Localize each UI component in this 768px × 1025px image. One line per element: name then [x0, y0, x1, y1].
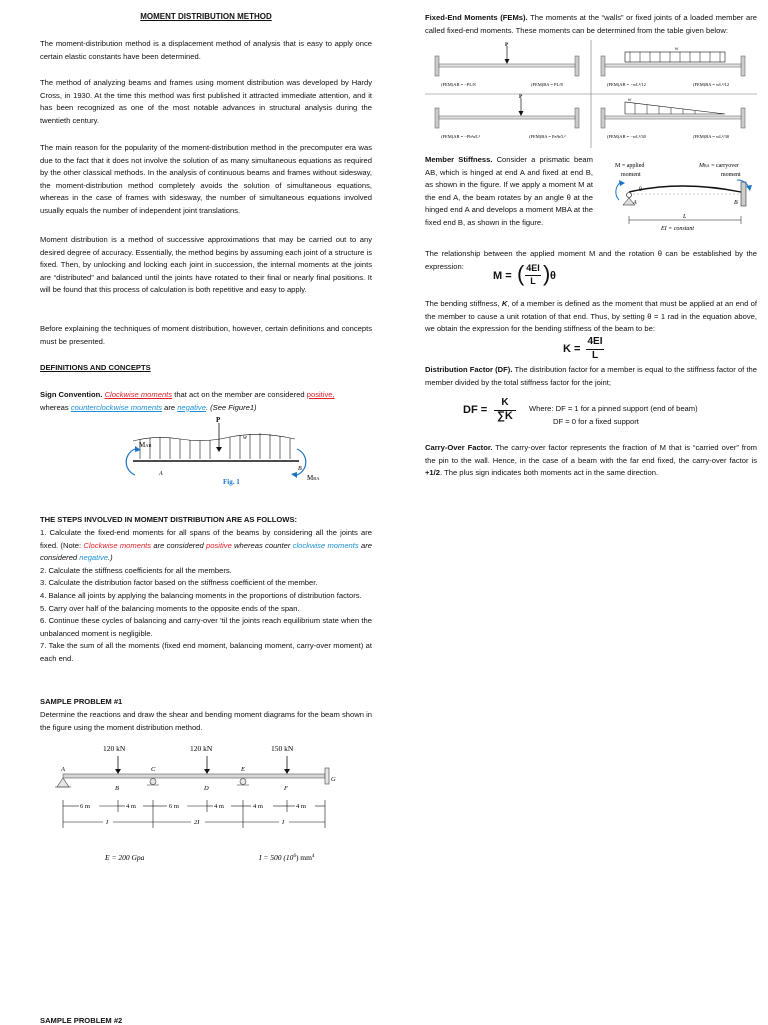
svg-text:(FEM)BA = wL²/30: (FEM)BA = wL²/30	[693, 134, 730, 139]
dimension-label: 6 m	[169, 803, 179, 810]
load-arrows	[118, 756, 287, 772]
page-title: MOMENT DISTRIBUTION METHOD	[140, 12, 272, 21]
moment-ba-arrowhead	[291, 472, 297, 478]
steps-heading: THE STEPS INVOLVED IN MOMENT DISTRIBUTION ARE AS FOLLOWS:	[40, 515, 298, 524]
moment-equation	[493, 262, 563, 292]
point-label: D	[204, 785, 209, 792]
svg-text:P: P	[519, 94, 523, 100]
definitions-heading: DEFINITIONS AND CONCEPTS	[40, 363, 151, 372]
fem-case-eccentric-load	[435, 94, 579, 139]
dimension-label: 4 m	[253, 803, 263, 810]
carryover-moment-label: moment	[721, 172, 741, 178]
svg-text:(FEM)BA = PL/8: (FEM)BA = PL/8	[531, 82, 563, 87]
step-negative-word: negative	[79, 553, 108, 563]
point-b-label: B	[298, 466, 302, 472]
point-label: F	[284, 785, 288, 792]
step-cw-word: Clockwise moments	[83, 540, 152, 550]
df-where-2: DF = 0 for a fixed support	[553, 417, 639, 426]
svg-text:w: w	[675, 47, 679, 52]
step-text: 1. Calculate the fixed-end moments for all spans of the beams by considering all the joints are fixed. (Note:	[40, 528, 372, 550]
step-6: 6. Continue these cycles of balancing and carry-over ‘til the joints reach equilibrium state when the unbalanced moment is negligible.	[40, 616, 372, 638]
carryover-moment-label: MBA = carryover	[699, 163, 739, 169]
load-label: 120 kN	[190, 744, 213, 753]
point-b-label: B	[734, 200, 738, 206]
ground-lines	[55, 785, 249, 787]
step-text: whereas counter	[231, 540, 293, 550]
svg-text:(FEM)AB = −wL²/12: (FEM)AB = −wL²/12	[607, 82, 646, 87]
point-label: E	[241, 766, 245, 773]
step-text: .)	[107, 553, 113, 563]
length-label: L	[683, 214, 687, 220]
sign-text: . (See Figure1)	[205, 402, 257, 412]
step-text: are considered	[40, 540, 372, 563]
df-label: Distribution Factor (DF).	[425, 365, 513, 374]
equation-theta: θ	[550, 270, 556, 282]
right-column	[425, 0, 757, 1024]
applied-moment-label: moment	[621, 172, 641, 178]
svg-text:w: w	[628, 98, 632, 103]
step-ccw-word: clockwise moments	[292, 540, 359, 550]
step-text: are considered	[151, 540, 207, 550]
point-label: G	[331, 776, 336, 783]
equation-lhs: M =	[493, 270, 512, 282]
deflected-beam	[629, 186, 741, 192]
span-label: I	[282, 819, 285, 826]
equation-denominator: L	[530, 276, 536, 286]
svg-text:(FEM)AB = −PL/8: (FEM)AB = −PL/8	[441, 82, 476, 87]
member-stiffness-label: Member Stiffness.	[425, 155, 493, 164]
point-a-label: A	[633, 200, 637, 206]
modulus-label: E = 200 Gpa	[105, 853, 145, 862]
fem-case-center-load	[435, 42, 579, 87]
point-label: B	[115, 785, 119, 792]
mba-label: MBA	[307, 474, 320, 482]
applied-moment-label: M = applied	[615, 163, 645, 169]
relationship-paragraph: The relationship between the applied moment M and the rotation θ can be established by the expression:	[425, 249, 757, 271]
sign-text: whereas	[40, 402, 71, 412]
mab-label: MAB	[139, 441, 152, 449]
approximation-paragraph: Moment distribution is a method of successive approximations that may be carried out to any desired degree of accuracy. Essentially, the method begins by assuming each joint of a structure is fixed. Then, by unlocking and locking each joint in succession, the internal moments at the joints are “distributed” and balanced until the joints have rotated to their final or nearly final positions. It will be found that this process of calculation is both repetitive and easy to apply.	[40, 235, 372, 295]
step-5: 5. Carry over half of the balancing moments to the opposite ends of the span.	[40, 603, 300, 613]
span-label: I	[106, 819, 109, 826]
svg-text:(FEM)AB = −wL²/30: (FEM)AB = −wL²/30	[607, 134, 646, 139]
equation-numerator: K	[501, 397, 509, 408]
carry-over-paragraph	[425, 442, 757, 480]
sample-problem-2-heading: SAMPLE PROBLEM #2	[40, 1016, 123, 1025]
figure-1-caption: Fig. 1	[223, 478, 240, 486]
pin-support	[627, 193, 632, 198]
continuous-beam-diagram	[55, 738, 355, 870]
dimension-label: 4 m	[126, 803, 136, 810]
step-7: 7. Take the sum of all the moments (fixed end moment, balancing moment, carry-over moment) at each end.	[40, 641, 372, 663]
sign-text: are	[162, 402, 178, 412]
before-paragraph: Before explaining the techniques of moment distribution, however, certain definitions and concepts must be presented.	[40, 324, 372, 346]
fem-case-triangular-load	[601, 98, 745, 139]
distributed-load-arrows	[140, 433, 290, 459]
equation-lhs: K =	[563, 343, 581, 355]
figure-1-diagram	[95, 413, 335, 493]
df-text: The distribution factor for a member is equal to the stiffness factor of the member divided by the total stiffness factor for the joint;	[425, 365, 758, 387]
step-4: 4. Balance all joints by applying the balancing moments in the proportions of distribution factors.	[40, 590, 362, 600]
fem-case-uniform-load	[601, 47, 745, 87]
carry-over-value: +1/2	[425, 468, 440, 478]
member-stiffness-diagram	[601, 158, 757, 238]
positive-word: positive,	[306, 390, 335, 399]
point-label: A	[61, 766, 65, 773]
k-symbol: K	[501, 299, 508, 308]
negative-word: negative	[177, 402, 206, 412]
bending-text: The bending stiffness,	[425, 299, 502, 308]
equation-numerator: 4EI	[526, 263, 540, 273]
equation-numerator: 4EI	[587, 336, 603, 347]
carryover-moment-arrowhead	[746, 185, 752, 191]
sign-convention-paragraph	[40, 389, 335, 414]
svg-text:(FEM)AB = −Pb²a/L²: (FEM)AB = −Pb²a/L²	[441, 134, 481, 139]
sign-convention-label: Sign Convention.	[40, 390, 103, 399]
dimension-label: 4 m	[214, 803, 224, 810]
left-column	[40, 0, 372, 1024]
point-load-arrowhead	[216, 447, 222, 452]
svg-text:(FEM)BA = wL²/12: (FEM)BA = wL²/12	[693, 82, 730, 87]
point-a-label: A	[159, 471, 163, 477]
fem-table	[425, 40, 757, 148]
step-3: 3. Calculate the distribution factor based on the stiffness coefficient of the member.	[40, 578, 318, 588]
fem-label: Fixed-End Moments (FEMs).	[425, 13, 528, 22]
equation-left-paren: (	[517, 261, 525, 286]
sample-problem-1-heading: SAMPLE PROBLEM #1	[40, 697, 123, 706]
load-arrowheads	[115, 769, 290, 774]
applied-moment-arrowhead	[619, 180, 625, 186]
sample-problem-1-text: Determine the reactions and draw the shear and bending moment diagrams for the beam shown in the figure using the moment distribution method.	[40, 710, 372, 732]
equation-lhs: DF =	[463, 404, 488, 416]
svg-text:P: P	[505, 42, 509, 48]
member-stiffness-paragraph	[425, 154, 593, 230]
ei-constant-label: EI = constant	[661, 226, 695, 232]
popularity-paragraph: The main reason for the popularity of the moment-distribution method in the precomputer era was due to the fact that it does not involve the solution of as many simultaneous equations as required by the other classical methods. In the analysis of continuous beams and frames without sidesway, the moment-distribution method completely avoids the solution of simultaneous equations, whereas in the case of frames with sidesway, the number of simultaneous equations involved usually equals the number of independent joint translations.	[40, 143, 372, 215]
moment-ab-arrow	[126, 449, 135, 475]
distribution-factor-equation	[463, 396, 533, 426]
co-text: . The plus sign indicates both moments act in the same direction.	[440, 468, 659, 478]
fem-paragraph	[425, 12, 757, 37]
equation-denominator: ∑K	[497, 410, 513, 422]
fixed-support	[741, 182, 746, 206]
fem-text: The moments at the “walls” or fixed joints of a loaded member are called fixed-end moments. These moments can be determined from the table given below:	[425, 13, 757, 35]
equation-right-paren: )	[543, 261, 551, 286]
point-label: C	[151, 766, 156, 773]
load-label: 120 kN	[103, 744, 126, 753]
member-stiffness-text: Consider a prismatic beam AB, which is hinged at end A and fixed at end B, as shown in the figure. If we apply a moment M at the end A, the beam rotates by an angle θ at the hinged end A and develops a moment MBA at the fixed end B, as shown in the figure.	[425, 155, 593, 227]
step-positive-word: positive	[206, 540, 232, 550]
distribution-factor-paragraph	[425, 364, 757, 389]
theta-label: θ	[639, 187, 642, 193]
equation-denominator: L	[591, 350, 599, 361]
load-p-label: P	[216, 416, 221, 424]
bending-stiffness-paragraph	[425, 298, 757, 336]
svg-text:(FEM)BA = Pa²b/L²: (FEM)BA = Pa²b/L²	[529, 134, 566, 139]
dimension-label: 6 m	[80, 803, 90, 810]
co-text: The carry-over factor represents the fraction of M that is “carried over” from the pin to the wall. Hence, in the case of a beam with the far end fixed, the carry-over factor is	[425, 443, 757, 465]
stiffness-equation	[563, 336, 613, 364]
intro-paragraph: The moment-distribution method is a displacement method of analysis that is easy to apply once certain elastic constants have been determined.	[40, 39, 372, 61]
clockwise-moments-link: Clockwise moments	[104, 390, 173, 399]
counterclockwise-moments-link: counterclockwise moments	[70, 402, 162, 412]
history-paragraph: The method of analyzing beams and frames using moment distribution was developed by Hardy Cross, in 1930. At the time this method was first published it attracted immediate attention, and it has been recognized as one of the most notable advances in structural analysis during the twentieth century.	[40, 78, 372, 125]
co-label: Carry-Over Factor.	[425, 443, 493, 452]
distributed-load-curve	[133, 434, 295, 441]
step-1	[40, 527, 372, 565]
load-w-label: w	[243, 435, 248, 441]
step-2: 2. Calculate the stiffness coefficients for all the members.	[40, 565, 232, 575]
bending-text: , of a member is defined as the moment that must be applied at an end of the member to cause a unit rotation of that end. Thus, by setting θ = 1 rad in the equation above, we obtain the expression for the bending stiffness of the beam to be:	[425, 299, 757, 334]
inertia-label: I = 500 $(10^6)$ $mm^4$	[259, 853, 315, 862]
dimension-label: 4 m	[296, 803, 306, 810]
beam-body	[63, 774, 325, 778]
df-where-1: Where: DF = 1 for a pinned support (end of beam)	[529, 404, 698, 413]
span-label: 2I	[194, 819, 200, 826]
sign-text: that act on the member are considered	[172, 390, 307, 399]
steps-list	[40, 527, 372, 666]
load-label: 150 kN	[271, 744, 294, 753]
